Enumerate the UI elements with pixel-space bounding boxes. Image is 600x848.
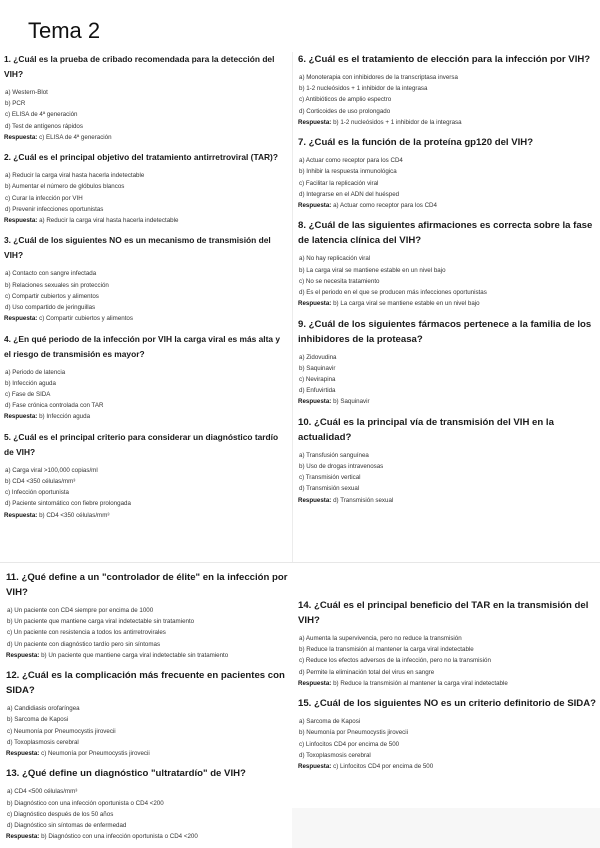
option-a: a) No hay replicación viral xyxy=(299,255,371,263)
answer-label: Respuesta: xyxy=(298,202,332,210)
option-d: d) Test de antígenos rápidos xyxy=(5,122,83,130)
answer xyxy=(6,650,290,661)
answer xyxy=(4,313,288,324)
option-c: c) ELISA de 4ª generación xyxy=(5,111,78,119)
answer-label: Respuesta: xyxy=(4,413,38,421)
option-b: b) Neumonía por Pneumocystis jirovecii xyxy=(299,729,409,737)
option-c: c) Fase de SIDA xyxy=(5,391,51,399)
option-a: a) Monoterapia con inhibidores de la transcriptasa inversa xyxy=(299,74,458,81)
option-b: b) Aumentar el número de glóbulos blancos xyxy=(5,183,125,191)
question-title: 5. ¿Cuál es el principal criterio para considerar un diagnóstico tardío de VIH? xyxy=(4,431,279,457)
option-c: c) Antibióticos de amplio espectro xyxy=(299,96,392,104)
option-a: a) Western-Blot xyxy=(5,89,48,96)
option-d: d) Diagnóstico sin síntomas de enfermedad xyxy=(7,822,127,830)
option-b: b) La carga viral se mantiene estable en un nivel bajo xyxy=(299,266,446,274)
answer xyxy=(4,215,288,226)
answer-label: Respuesta: xyxy=(298,679,332,687)
answer-label: Respuesta: xyxy=(298,118,332,126)
answer-text: b) Saquinavir xyxy=(333,398,370,406)
question-7 xyxy=(298,135,596,211)
answer-text: b) Diagnóstico con una infección oportunista o CD4 <200 xyxy=(41,833,198,841)
question-9 xyxy=(298,317,596,408)
question-2 xyxy=(4,150,288,226)
question-6 xyxy=(298,52,596,128)
answer-text: c) Linfocitos CD4 por encima de 500 xyxy=(333,763,434,771)
option-c: c) No se necesita tratamiento xyxy=(299,277,380,285)
answer-text: a) Reducir la carga viral hasta hacerla indetectable xyxy=(39,217,179,225)
answer-label: Respuesta: xyxy=(298,763,332,771)
answer-text: b) Infección aguda xyxy=(39,413,91,421)
option-c: c) Diagnóstico después de los 50 años xyxy=(7,810,114,818)
question-title: 4. ¿En qué periodo de la infección por VIH la carga viral es más alta y el riesgo de transmisión es mayor? xyxy=(4,333,281,359)
option-a: a) Un paciente con CD4 siempre por encima de 1000 xyxy=(7,607,154,614)
option-a: a) Aumenta la supervivencia, pero no reduce la transmisión xyxy=(299,635,462,642)
option-d: d) Integrarse en el ADN del huésped xyxy=(299,190,400,198)
question-title: 2. ¿Cuál es el principal objetivo del tratamiento antirretroviral (TAR)? xyxy=(4,152,278,163)
option-b: b) PCR xyxy=(5,100,26,108)
option-b: b) Saquinavir xyxy=(299,364,336,372)
answer xyxy=(4,132,288,143)
question-title: 12. ¿Cuál es la complicación más frecuente en pacientes con SIDA? xyxy=(6,670,285,697)
option-b: b) Sarcoma de Kaposi xyxy=(7,716,69,724)
column-divider-top xyxy=(292,52,293,562)
question-title: 1. ¿Cuál es la prueba de cribado recomendada para la detección del VIH? xyxy=(4,54,275,79)
option-c: c) Transmisión vertical xyxy=(299,474,361,482)
option-b: b) Relaciones sexuales sin protección xyxy=(5,281,109,289)
answer-text: c) Neumonía por Pneumocystis jirovecii xyxy=(41,750,150,758)
answer-text: d) Transmisión sexual xyxy=(333,496,394,504)
option-c: c) Un paciente con resistencia a todos los antirretrovirales xyxy=(7,629,166,637)
option-d: d) Es el periodo en el que se producen más infecciones oportunistas xyxy=(299,289,487,297)
question-15 xyxy=(298,696,596,772)
option-a: a) Transfusión sanguínea xyxy=(299,451,369,459)
option-d: d) Paciente sintomático con fiebre prolongada xyxy=(5,500,131,508)
option-a: a) Reducir la carga viral hasta hacerla indetectable xyxy=(5,172,145,180)
option-d: d) Fase crónica controlada con TAR xyxy=(5,402,104,410)
question-title: 9. ¿Cuál de los siguientes fármacos pertenece a la familia de los inhibidores de la proteasa? xyxy=(298,318,592,345)
option-a: a) Zidovudina xyxy=(299,353,337,361)
option-c: c) Infección oportunista xyxy=(5,489,69,497)
question-14 xyxy=(298,598,596,689)
answer-label: Respuesta: xyxy=(4,315,38,323)
answer xyxy=(298,396,596,407)
question-title: 8. ¿Cuál de las siguientes afirmaciones es correcta sobre la fase de latencia clínica del VIH? xyxy=(298,220,593,247)
option-c: c) Compartir cubiertos y alimentos xyxy=(5,292,99,300)
answer-label: Respuesta: xyxy=(4,511,38,519)
option-b: b) Inhibir la respuesta inmunológica xyxy=(299,168,397,176)
answer-label: Respuesta: xyxy=(298,496,332,504)
option-b: b) Uso de drogas intravenosas xyxy=(299,463,384,471)
column-left-top xyxy=(4,52,288,528)
question-4 xyxy=(4,332,288,423)
page-title: Tema 2 xyxy=(28,18,101,43)
question-title: 13. ¿Qué define un diagnóstico "ultratardío" de VIH? xyxy=(6,768,246,780)
option-c: c) Curar la infección por VIH xyxy=(5,194,83,202)
answer-label: Respuesta: xyxy=(298,300,332,308)
option-a: a) Sarcoma de Kaposi xyxy=(299,718,361,726)
option-d: d) Toxoplasmosis cerebral xyxy=(299,751,371,759)
option-a: a) Carga viral >100,000 copias/ml xyxy=(5,466,98,474)
option-b: b) Infección aguda xyxy=(5,379,56,387)
answer-label: Respuesta: xyxy=(6,750,40,758)
column-left-bottom xyxy=(6,570,290,848)
question-12 xyxy=(6,668,290,759)
answer xyxy=(298,495,596,506)
option-a: a) CD4 <500 células/mm³ xyxy=(7,788,78,796)
option-b: b) Diagnóstico con una infección oportunista o CD4 <200 xyxy=(7,799,164,807)
option-a: a) Candidiasis orofaríngea xyxy=(7,705,80,713)
answer-label: Respuesta: xyxy=(6,833,40,841)
option-d: d) Un paciente con diagnóstico tardío pero sin síntomas xyxy=(7,640,161,648)
question-title: 14. ¿Cuál es el principal beneficio del TAR en la transmisión del VIH? xyxy=(298,600,589,626)
question-8 xyxy=(298,218,596,309)
question-11 xyxy=(6,570,290,661)
answer-text: a) Actuar como receptor para los CD4 xyxy=(333,202,437,210)
answer-text: b) CD4 <350 células/mm³ xyxy=(39,511,110,519)
option-b: b) Reduce la transmisión al mantener la carga viral indetectable xyxy=(299,646,474,654)
question-title: 15. ¿Cuál de los siguientes NO es un criterio definitorio de SIDA? xyxy=(298,698,596,710)
answer-text: c) Compartir cubiertos y alimentos xyxy=(39,315,133,323)
option-c: c) Neumonía por Pneumocystis jirovecii xyxy=(7,727,116,735)
question-3 xyxy=(4,233,288,324)
option-c: c) Facilitar la replicación viral xyxy=(299,179,379,187)
option-d: d) Enfuvirtida xyxy=(299,387,336,395)
question-title: 3. ¿Cuál de los siguientes NO es un mecanismo de transmisión del VIH? xyxy=(4,235,271,261)
question-title: 10. ¿Cuál es la principal vía de transmisión del VIH en la actualidad? xyxy=(298,416,554,443)
answer xyxy=(298,298,596,309)
question-title: 6. ¿Cuál es el tratamiento de elección para la infección por VIH? xyxy=(298,54,591,65)
option-d: d) Transmisión sexual xyxy=(299,485,360,493)
answer xyxy=(298,200,596,211)
answer-text: b) 1-2 nucleósidos + 1 inhibidor de la integrasa xyxy=(333,118,462,126)
answer xyxy=(6,831,290,842)
option-a: a) Actuar como receptor para los CD4 xyxy=(299,157,403,165)
answer-text: b) Reduce la transmisión al mantener la carga viral indetectable xyxy=(333,679,508,687)
option-c: c) Reduce los efectos adversos de la infección, pero no la transmisión xyxy=(299,657,491,665)
question-5 xyxy=(4,430,288,521)
answer xyxy=(298,761,596,772)
option-c: c) Nevirapina xyxy=(299,376,336,384)
answer-text: b) La carga viral se mantiene estable en un nivel bajo xyxy=(333,300,480,308)
question-1 xyxy=(4,52,288,143)
option-d: d) Prevenir infecciones oportunistas xyxy=(5,205,104,213)
option-a: a) Periodo de latencia xyxy=(5,368,66,376)
answer-label: Respuesta: xyxy=(4,217,38,225)
option-d: d) Uso compartido de jeringuillas xyxy=(5,304,96,312)
section-divider-left xyxy=(0,562,292,563)
option-d: d) Toxoplasmosis cerebral xyxy=(7,738,79,746)
answer xyxy=(298,117,596,128)
answer-label: Respuesta: xyxy=(6,651,40,659)
bottom-right-panel xyxy=(292,808,600,848)
option-b: b) CD4 <350 células/mm³ xyxy=(5,478,76,486)
answer-text: c) ELISA de 4ª generación xyxy=(39,133,112,141)
answer xyxy=(4,411,288,422)
column-right-bottom xyxy=(298,598,596,779)
question-10 xyxy=(298,415,596,506)
option-d: d) Corticoides de uso prolongado xyxy=(299,107,391,115)
column-right-top xyxy=(298,52,596,513)
answer xyxy=(298,678,596,689)
option-b: b) 1-2 nucleósidos + 1 inhibidor de la integrasa xyxy=(299,85,428,93)
question-13 xyxy=(6,766,290,842)
option-a: a) Contacto con sangre infectada xyxy=(5,270,97,278)
answer-label: Respuesta: xyxy=(298,398,332,406)
question-title: 7. ¿Cuál es la función de la proteína gp120 del VIH? xyxy=(298,137,534,149)
answer-text: b) Un paciente que mantiene carga viral indetectable sin tratamiento xyxy=(41,651,229,659)
option-d: d) Permite la eliminación total del virus en sangre xyxy=(299,668,435,676)
answer xyxy=(6,748,290,759)
question-title: 11. ¿Qué define a un "controlador de élite" en la infección por VIH? xyxy=(6,572,288,598)
option-c: c) Linfocitos CD4 por encima de 500 xyxy=(299,740,400,748)
answer-label: Respuesta: xyxy=(4,133,38,141)
answer xyxy=(4,510,288,521)
section-divider-right xyxy=(292,562,600,563)
option-b: b) Un paciente que mantiene carga viral indetectable sin tratamiento xyxy=(7,618,195,626)
